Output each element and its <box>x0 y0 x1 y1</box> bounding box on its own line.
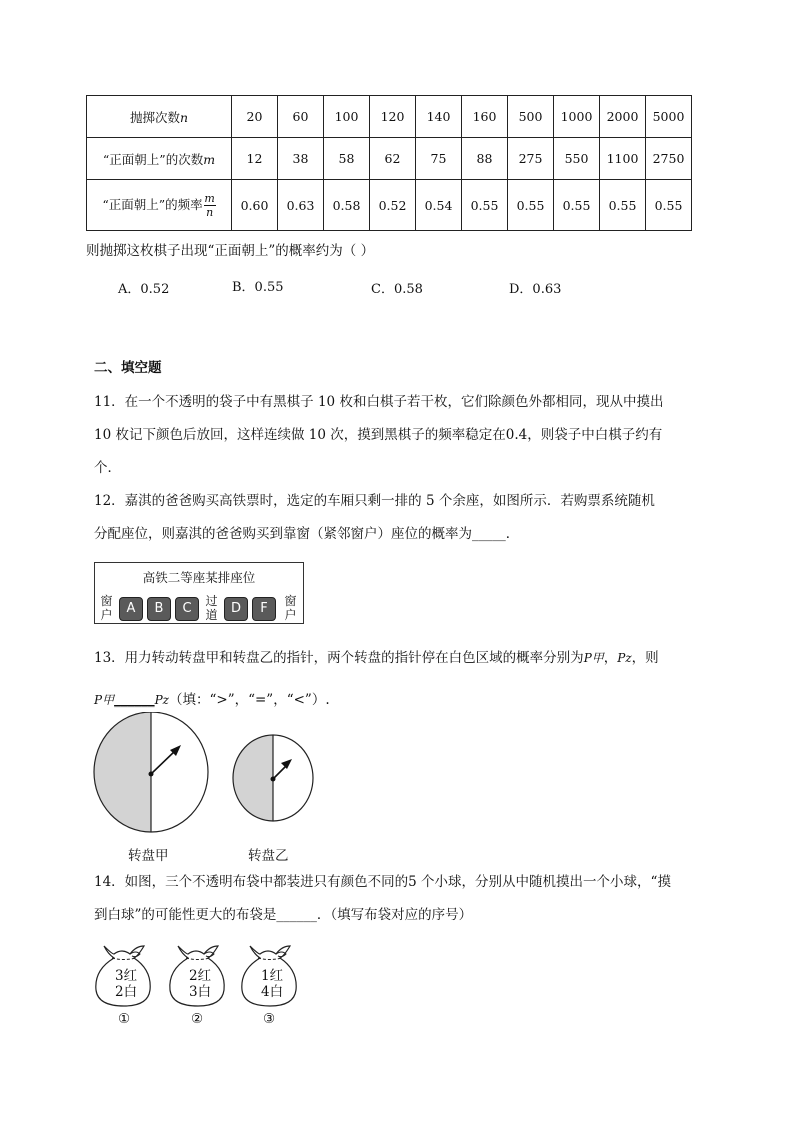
seat-c: C <box>175 597 199 621</box>
seat-diagram-title: 高铁二等座某排座位 <box>142 570 256 585</box>
table-cell: 0.60 <box>232 180 278 231</box>
seat-diagram <box>94 562 304 624</box>
table-cell: 0.63 <box>278 180 324 231</box>
section-title: 二、填空题 <box>94 360 162 376</box>
window-label-left: 窗户 <box>100 594 113 622</box>
q11-line3: 个． <box>94 460 121 476</box>
p-yi: Pz <box>617 651 632 665</box>
spinner-jia-pointer <box>151 750 176 774</box>
table-cell: 38 <box>278 138 324 180</box>
window-label-right: 窗户 <box>284 594 297 622</box>
spinner-jia-shaded-half <box>94 712 151 832</box>
table-cell: 120 <box>370 96 416 138</box>
seat-f: F <box>252 597 276 621</box>
seat-a: A <box>119 597 143 621</box>
table-cell: 140 <box>416 96 462 138</box>
table-cell: 0.55 <box>462 180 508 231</box>
bag-2-number: ② <box>191 1011 204 1027</box>
table-cell: 1100 <box>600 138 646 180</box>
option-a[interactable]: A．0.52 <box>118 282 170 297</box>
q12-line1: 12．嘉淇的爸爸购买高铁票时，选定的车厢只剩一排的 5 个余座，如图所示．若购票系统随机 <box>94 493 655 509</box>
table-cell: 0.55 <box>600 180 646 231</box>
table-cell: 0.58 <box>324 180 370 231</box>
q13-line2: P甲______Pz（填：“>”，“=”，“<”）. <box>94 692 330 708</box>
bag-1-contents: 3红 2白 <box>115 968 138 1000</box>
table-cell: 0.55 <box>508 180 554 231</box>
option-d[interactable]: D．0.63 <box>509 282 562 297</box>
table-cell: 550 <box>554 138 600 180</box>
table-cell: 62 <box>370 138 416 180</box>
q11-line1: 11．在一个不透明的袋子中有黑棋子 10 枚和白棋子若干枚，它们除颜色外都相同，现从中摸出 <box>94 394 664 410</box>
aisle-label: 过道 <box>205 594 218 622</box>
table-cell: 5000 <box>646 96 692 138</box>
row-header-trials: 抛掷次数n <box>87 96 232 138</box>
table-cell: 58 <box>324 138 370 180</box>
spinner-yi <box>233 735 313 821</box>
q14-line2: 到白球”的可能性更大的布袋是______．（填写布袋对应的序号） <box>94 907 473 923</box>
table-cell: 12 <box>232 138 278 180</box>
bag-3-number: ③ <box>263 1011 276 1027</box>
table-cell: 275 <box>508 138 554 180</box>
bag-3-contents: 1红 4白 <box>261 968 284 1000</box>
table-cell: 60 <box>278 96 324 138</box>
row-header-heads: “正面朝上”的次数m <box>87 138 232 180</box>
spinner-figures <box>88 712 328 842</box>
table-cell: 2750 <box>646 138 692 180</box>
table-cell: 1000 <box>554 96 600 138</box>
bag-1-number: ① <box>118 1011 131 1027</box>
q14-line1: 14．如图，三个不透明布袋中都装进只有颜色不同的5 个小球，分别从中随机摸出一个小球，“摸 <box>94 874 671 890</box>
q12-line2: 分配座位，则嘉淇的爸爸购买到靠窗（紧邻窗户）座位的概率为_____． <box>94 526 520 542</box>
table-cell: 88 <box>462 138 508 180</box>
table-cell: 0.54 <box>416 180 462 231</box>
table-cell: 2000 <box>600 96 646 138</box>
table-row <box>87 138 692 180</box>
spinner-jia-label: 转盘甲 <box>128 848 169 864</box>
q11-line2: 10 枚记下颜色后放回，这样连续做 10 次，摸到黑棋子的频率稳定在0.4，则袋子中白棋子约有 <box>94 427 663 443</box>
table-cell: 75 <box>416 138 462 180</box>
q10-stem: 则抛掷这枚棋子出现“正面朝上”的概率约为（ ） <box>86 243 375 259</box>
table-row <box>87 180 692 231</box>
table-cell: 0.55 <box>554 180 600 231</box>
bag-2-contents: 2红 3白 <box>189 968 212 1000</box>
table-cell: 160 <box>462 96 508 138</box>
table-row <box>87 96 692 138</box>
table-cell: 500 <box>508 96 554 138</box>
spinner-jia <box>94 712 208 832</box>
table-cell: 100 <box>324 96 370 138</box>
row-header-frequency: “正面朝上”的频率 $\frac{m}{n}$ <box>87 180 232 231</box>
option-b[interactable]: B．0.55 <box>232 280 284 295</box>
option-c[interactable]: C．0.58 <box>371 282 423 297</box>
spinner-yi-label: 转盘乙 <box>248 848 289 864</box>
table-cell: 20 <box>232 96 278 138</box>
q13-line1: 13．用力转动转盘甲和转盘乙的指针，两个转盘的指针停在白色区域的概率分别为P甲，Pz，则 <box>94 650 659 666</box>
frequency-table <box>86 95 692 231</box>
table-cell: 0.55 <box>646 180 692 231</box>
seat-b: B <box>147 597 171 621</box>
p-jia: P甲 <box>583 651 604 665</box>
seat-d: D <box>224 597 248 621</box>
table-cell: 0.52 <box>370 180 416 231</box>
spinner-yi-shaded-half <box>233 735 273 821</box>
